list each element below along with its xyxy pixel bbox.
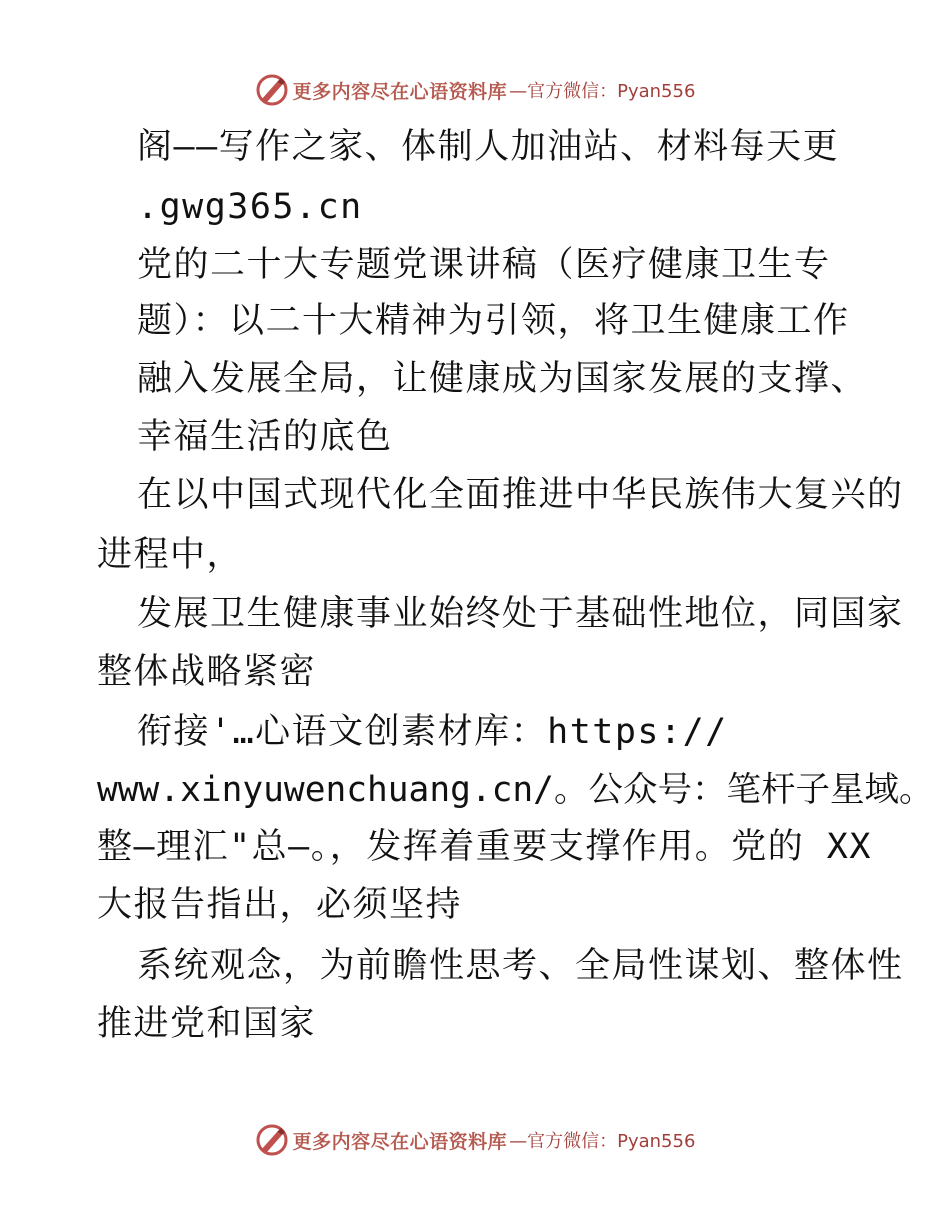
watermark-text: 更多内容尽在心语资料库	[292, 1130, 508, 1153]
text-line: .gwg365.cn	[137, 187, 363, 227]
text-line: 发展卫生健康事业始终处于基础性地位，同国家	[137, 594, 904, 634]
text-line: 融入发展全局，让健康成为国家发展的支撑、	[137, 359, 868, 399]
text-line: 阁——写作之家、体制人加油站、材料每天更	[137, 127, 840, 167]
text-line: 题）：以二十大精神为引领，将卫生健康工作	[137, 301, 850, 341]
text-line: 大报告指出，必须坚持	[97, 885, 463, 925]
text-line: 推进党和国家	[97, 1004, 317, 1044]
text-line: 进程中，	[97, 535, 244, 575]
text-line: 衔接'…心语文创素材库：https://	[137, 712, 728, 752]
footer-watermark	[0, 1120, 950, 1160]
text-line: 幸福生活的底色	[137, 417, 393, 457]
text-line: 党的二十大专题党课讲稿（医疗健康卫生专	[137, 245, 831, 285]
text-line: 整体战略紧密	[97, 652, 317, 692]
text-line: 整—理汇"总—。，发挥着重要支撑作用。党的 XX	[97, 827, 872, 867]
text-line: 在以中国式现代化全面推进中华民族伟大复兴的	[137, 475, 904, 515]
watermark-wechat: —官方微信：Pyan556	[509, 81, 696, 102]
watermark-wechat: —官方微信：Pyan556	[509, 1131, 696, 1152]
text-line: 系统观念，为前瞻性思考、全局性谋划、整体性	[137, 946, 904, 986]
pen-logo-icon	[255, 1123, 289, 1157]
text-line: www.xinyuwenchuang.cn/。公众号：笔杆子星域。	[97, 770, 934, 810]
watermark-text: 更多内容尽在心语资料库	[292, 80, 508, 103]
